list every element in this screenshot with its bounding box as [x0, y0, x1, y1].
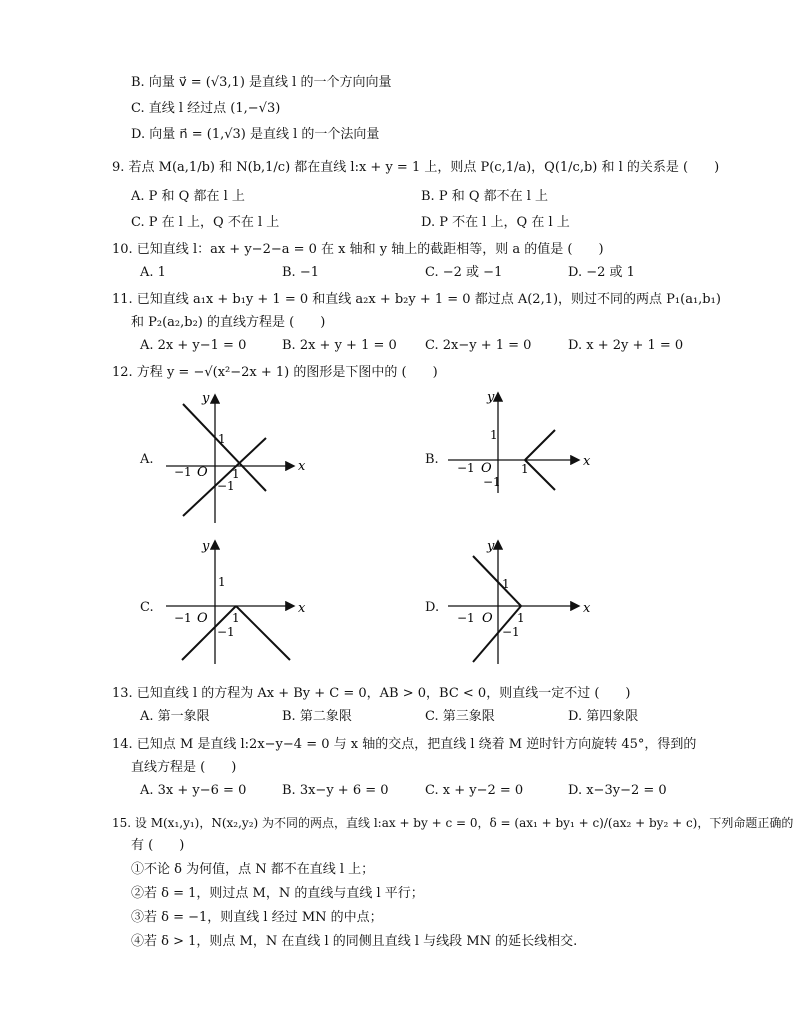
tick-1-x: 1 — [517, 611, 525, 625]
q9-stem: 9. 若点 M(a,1/b) 和 N(b,1/c) 都在直线 l:x + y = 1 上，则点 P(c,1/a)，Q(1/c,b) 和 l 的关系是 ( ) — [112, 160, 720, 175]
graph-c — [158, 536, 308, 668]
q10-option-d: D. −2 或 1 — [568, 265, 635, 280]
q14-option-a: A. 3x + y−6 = 0 — [140, 783, 247, 798]
graph-d-label: D. — [425, 600, 440, 615]
q15-item-2: ②若 δ = 1，则过点 M，N 的直线与直线 l 平行； — [131, 886, 424, 901]
q10-stem: 10. 已知直线 l：ax + y−2−a = 0 在 x 轴和 y 轴上的截距相等，则 a 的值是 ( ) — [112, 242, 604, 257]
tick-neg1-y: −1 — [502, 625, 520, 639]
graph-d — [443, 536, 593, 668]
tick-neg1-x: −1 — [457, 611, 475, 625]
tick-1-y: 1 — [490, 428, 498, 442]
q15-stem-cont: 有 ( ) — [131, 838, 185, 853]
origin-label: O — [481, 461, 492, 476]
y-axis-label: y — [487, 539, 495, 554]
q12-stem: 12. 方程 y = −√(x²−2x + 1) 的图形是下图中的 ( ) — [112, 365, 438, 380]
q9-option-c: C. P 在 l 上，Q 不在 l 上 — [131, 215, 280, 230]
q13-option-d: D. 第四象限 — [568, 709, 639, 724]
x-axis-label: x — [583, 454, 591, 469]
graph-a-label: A. — [140, 452, 154, 467]
tick-1-y: 1 — [502, 577, 510, 591]
q11-option-a: A. 2x + y−1 = 0 — [140, 338, 247, 353]
tick-1-x: 1 — [232, 611, 240, 625]
q15-stem: 15. 设 M(x₁,y₁)，N(x₂,y₂) 为不同的两点，直线 l:ax + by + c = 0，δ = (ax₁ + by₁ + c)/(ax₂ + by₂ + c)，下列命题正确的 — [112, 816, 794, 830]
graph-a — [158, 388, 308, 528]
q13-stem: 13. 已知直线 l 的方程为 Ax + By + C = 0，AB > 0，BC < 0，则直线一定不过 ( ) — [112, 686, 631, 701]
q13-option-b: B. 第二象限 — [282, 709, 352, 724]
graph-c-label: C. — [140, 600, 154, 615]
y-axis-label: y — [202, 391, 210, 406]
q15-item-3: ③若 δ = −1，则直线 l 经过 MN 的中点； — [131, 910, 383, 925]
x-axis-label: x — [298, 601, 306, 616]
tick-1-y: 1 — [218, 432, 226, 446]
q9-option-d: D. P 不在 l 上，Q 在 l 上 — [421, 215, 570, 230]
q8-option-c: C. 直线 l 经过点 (1,−√3) — [131, 101, 281, 116]
x-axis-label: x — [298, 459, 306, 474]
tick-neg1-y: −1 — [483, 475, 501, 489]
q10-option-c: C. −2 或 −1 — [425, 265, 503, 280]
q10-option-a: A. 1 — [140, 265, 166, 280]
q14-option-d: D. x−3y−2 = 0 — [568, 783, 667, 798]
y-axis-label: y — [487, 390, 495, 405]
q11-stem-cont: 和 P₂(a₂,b₂) 的直线方程是 ( ) — [131, 315, 326, 330]
q9-option-a: A. P 和 Q 都在 l 上 — [131, 189, 245, 204]
tick-neg1-x: −1 — [174, 465, 192, 479]
q14-stem: 14. 已知点 M 是直线 l:2x−y−4 = 0 与 x 轴的交点，把直线 l 绕着 M 逆时针方向旋转 45°，得到的 — [112, 737, 697, 752]
origin-label: O — [482, 611, 493, 626]
q9-option-b: B. P 和 Q 都不在 l 上 — [421, 189, 549, 204]
q11-option-c: C. 2x−y + 1 = 0 — [425, 338, 532, 353]
graph-b-label: B. — [425, 452, 439, 467]
q8-option-d: D. 向量 n⃗ = (1,√3) 是直线 l 的一个法向量 — [131, 127, 380, 142]
q15-item-4: ④若 δ > 1，则点 M，N 在直线 l 的同侧且直线 l 与线段 MN 的延长线相交. — [131, 934, 578, 949]
y-axis-label: y — [202, 539, 210, 554]
tick-1-x: 1 — [232, 467, 240, 481]
q11-stem: 11. 已知直线 a₁x + b₁y + 1 = 0 和直线 a₂x + b₂y + 1 = 0 都过点 A(2,1)，则过不同的两点 P₁(a₁,b₁) — [112, 292, 721, 307]
q13-option-c: C. 第三象限 — [425, 709, 495, 724]
q15-item-1: ①不论 δ 为何值，点 N 都不在直线 l 上； — [131, 862, 375, 877]
tick-neg1-y: −1 — [217, 625, 235, 639]
tick-neg1-x: −1 — [457, 461, 475, 475]
q14-stem-cont: 直线方程是 ( ) — [131, 760, 237, 775]
q10-option-b: B. −1 — [282, 265, 319, 280]
origin-label: O — [197, 611, 208, 626]
graph-b — [443, 388, 593, 498]
origin-label: O — [197, 465, 208, 480]
tick-neg1-y: −1 — [217, 479, 235, 493]
x-axis-label: x — [583, 601, 591, 616]
tick-neg1-x: −1 — [174, 611, 192, 625]
q11-option-d: D. x + 2y + 1 = 0 — [568, 338, 684, 353]
q8-option-b: B. 向量 v⃗ = (√3,1) 是直线 l 的一个方向向量 — [131, 75, 392, 90]
q11-option-b: B. 2x + y + 1 = 0 — [282, 338, 397, 353]
tick-1-y: 1 — [218, 575, 226, 589]
q13-option-a: A. 第一象限 — [140, 709, 210, 724]
q14-option-b: B. 3x−y + 6 = 0 — [282, 783, 389, 798]
q14-option-c: C. x + y−2 = 0 — [425, 783, 524, 798]
tick-1-x: 1 — [521, 462, 529, 476]
